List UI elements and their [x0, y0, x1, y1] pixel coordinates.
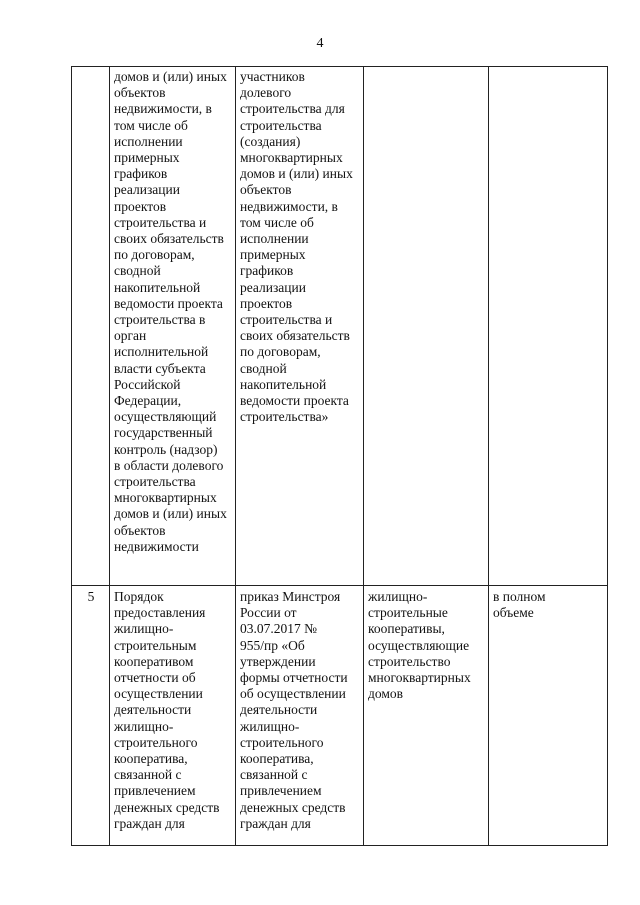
table-row — [72, 67, 608, 586]
page-number: 4 — [316, 36, 324, 51]
legal-act-cell: приказ Минстроя России от 03.07.2017 № 955/пр «Об утверждении формы отчетности об осуществлении деятельности жилищно- строительного кооператива, связанной с привлечением денежных средств граждан для — [236, 586, 364, 846]
subjects-cell: жилищно- строительные кооперативы, осуществляющие строительство многоквартирных домов — [364, 586, 489, 846]
requirements-table — [71, 66, 608, 846]
legal-act-cell: участников долевого строительства для строительства (создания) многоквартирных домов и (или) иных объектов недвижимости, в том числе об исполнении примерных графиков реализации проектов строительства и своих обязательств по договорам, сводной накопительной ведомости проекта строительства» — [236, 67, 364, 586]
requirement-cell: домов и (или) иных объектов недвижимости, в том числе об исполнении примерных графиков реализации проектов строительства и своих обязательств по договорам, сводной накопительной ведомости проекта строительства в орган исполнительной власти субъекта Российской Федерации, осуществляющий государственный контроль (надзор) в области долевого строительства многоквартирных домов и (или) иных объектов недвижимости — [110, 67, 236, 586]
scope-cell: в полном объеме — [489, 586, 608, 846]
table-row — [72, 586, 608, 846]
row-number-cell — [72, 67, 110, 586]
row-number-cell: 5 — [72, 586, 110, 846]
subjects-cell — [364, 67, 489, 586]
requirement-cell: Порядок предоставления жилищно- строительным кооперативом отчетности об осуществлении деятельности жилищно- строительного кооператива, связанной с привлечением денежных средств граждан для — [110, 586, 236, 846]
scope-cell — [489, 67, 608, 586]
